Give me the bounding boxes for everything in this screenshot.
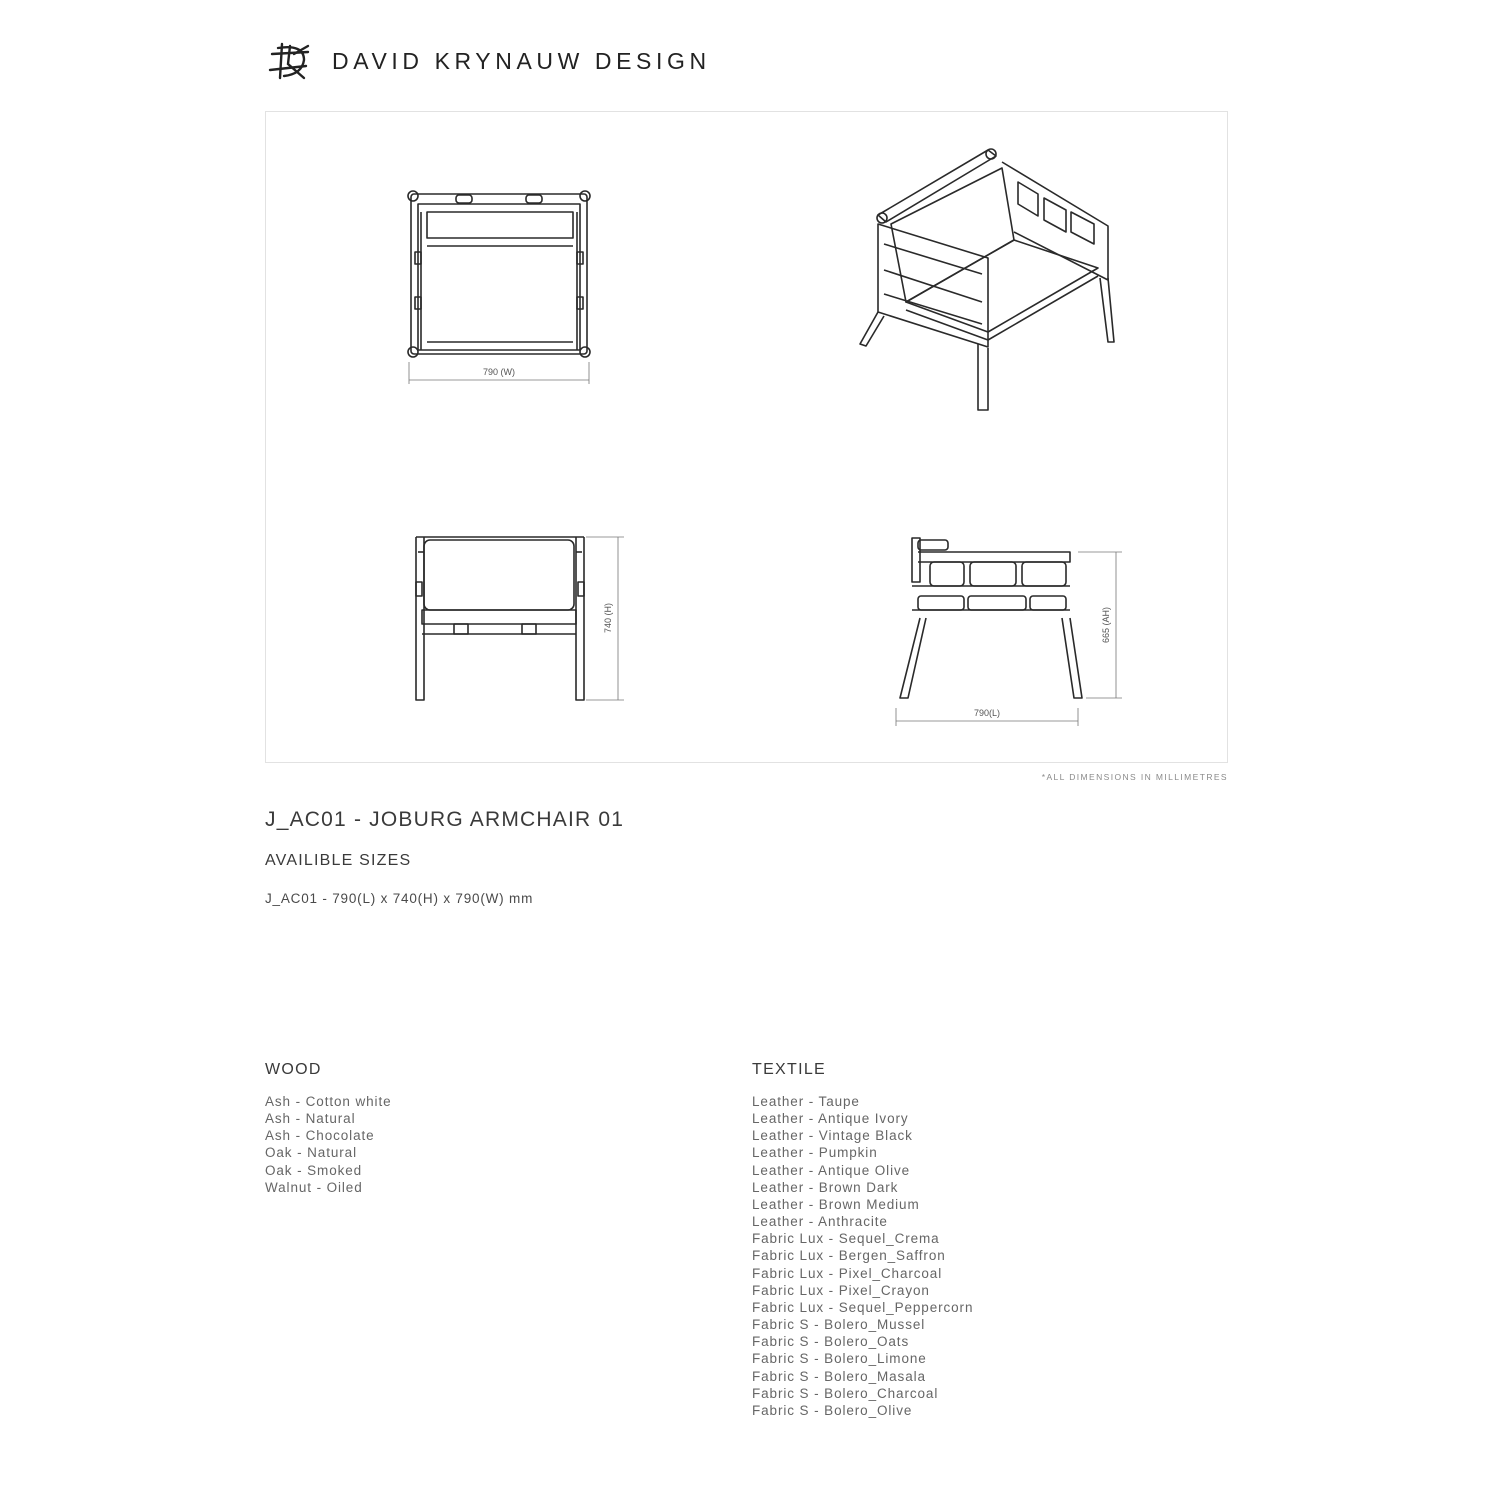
product-title: J_AC01 - JOBURG ARMCHAIR 01 xyxy=(265,808,625,831)
textile-option: Leather - Vintage Black xyxy=(752,1128,913,1144)
textile-option: Fabric Lux - Sequel_Peppercorn xyxy=(752,1299,974,1315)
textile-option: Leather - Pumpkin xyxy=(752,1145,878,1161)
textile-option: Fabric Lux - Pixel_Charcoal xyxy=(752,1265,943,1281)
textile-option: Leather - Antique Olive xyxy=(752,1162,911,1178)
side-length-label: 790(L) xyxy=(973,708,1001,718)
textile-option: Fabric Lux - Sequel_Crema xyxy=(752,1231,940,1247)
wood-option: Oak - Natural xyxy=(265,1145,357,1161)
front-elevation-drawing xyxy=(416,537,584,700)
side-arm-height-label: 665 (AH) xyxy=(1101,606,1111,644)
textile-option: Fabric S - Bolero_Oats xyxy=(752,1334,910,1350)
brand-name: DAVID KRYNAUW DESIGN xyxy=(332,48,711,74)
textile-option: Fabric S - Bolero_Charcoal xyxy=(752,1385,939,1401)
dkd-monogram-logo-icon xyxy=(268,40,312,84)
textile-option: Leather - Brown Dark xyxy=(752,1179,899,1195)
textile-option: Leather - Brown Medium xyxy=(752,1196,920,1212)
dimensions-note: *ALL DIMENSIONS IN MILLIMETRES xyxy=(1041,772,1228,782)
isometric-view-drawing xyxy=(860,149,1114,410)
plan-view-drawing xyxy=(408,191,590,357)
textile-option: Fabric S - Bolero_Mussel xyxy=(752,1317,926,1333)
plan-width-label: 790 (W) xyxy=(482,367,516,377)
wood-option: Walnut - Oiled xyxy=(265,1179,363,1195)
textile-heading: TEXTILE xyxy=(752,1061,827,1078)
technical-drawing-frame xyxy=(265,111,1228,763)
textile-option: Leather - Antique Ivory xyxy=(752,1111,909,1127)
side-height-dimension xyxy=(1078,552,1122,698)
sizes-value: J_AC01 - 790(L) x 740(H) x 790(W) mm xyxy=(265,891,534,906)
wood-option: Oak - Smoked xyxy=(265,1162,363,1178)
front-height-label: 740 (H) xyxy=(603,602,613,634)
side-elevation-drawing xyxy=(900,538,1082,698)
wood-option: Ash - Chocolate xyxy=(265,1128,375,1144)
textile-option: Fabric S - Bolero_Limone xyxy=(752,1351,927,1367)
textile-list xyxy=(752,1093,973,1419)
wood-heading: WOOD xyxy=(265,1061,322,1078)
textile-option: Leather - Taupe xyxy=(752,1094,860,1109)
wood-option: Ash - Natural xyxy=(265,1111,356,1127)
textile-option: Fabric S - Bolero_Olive xyxy=(752,1402,913,1418)
textile-option: Fabric Lux - Pixel_Crayon xyxy=(752,1282,930,1298)
textile-option: Fabric S - Bolero_Masala xyxy=(752,1368,926,1384)
wood-list xyxy=(265,1093,392,1196)
sizes-heading: AVAILIBLE SIZES xyxy=(265,852,412,869)
textile-option: Fabric Lux - Bergen_Saffron xyxy=(752,1248,946,1264)
textile-option: Leather - Anthracite xyxy=(752,1214,888,1230)
wood-option: Ash - Cotton white xyxy=(265,1094,392,1109)
